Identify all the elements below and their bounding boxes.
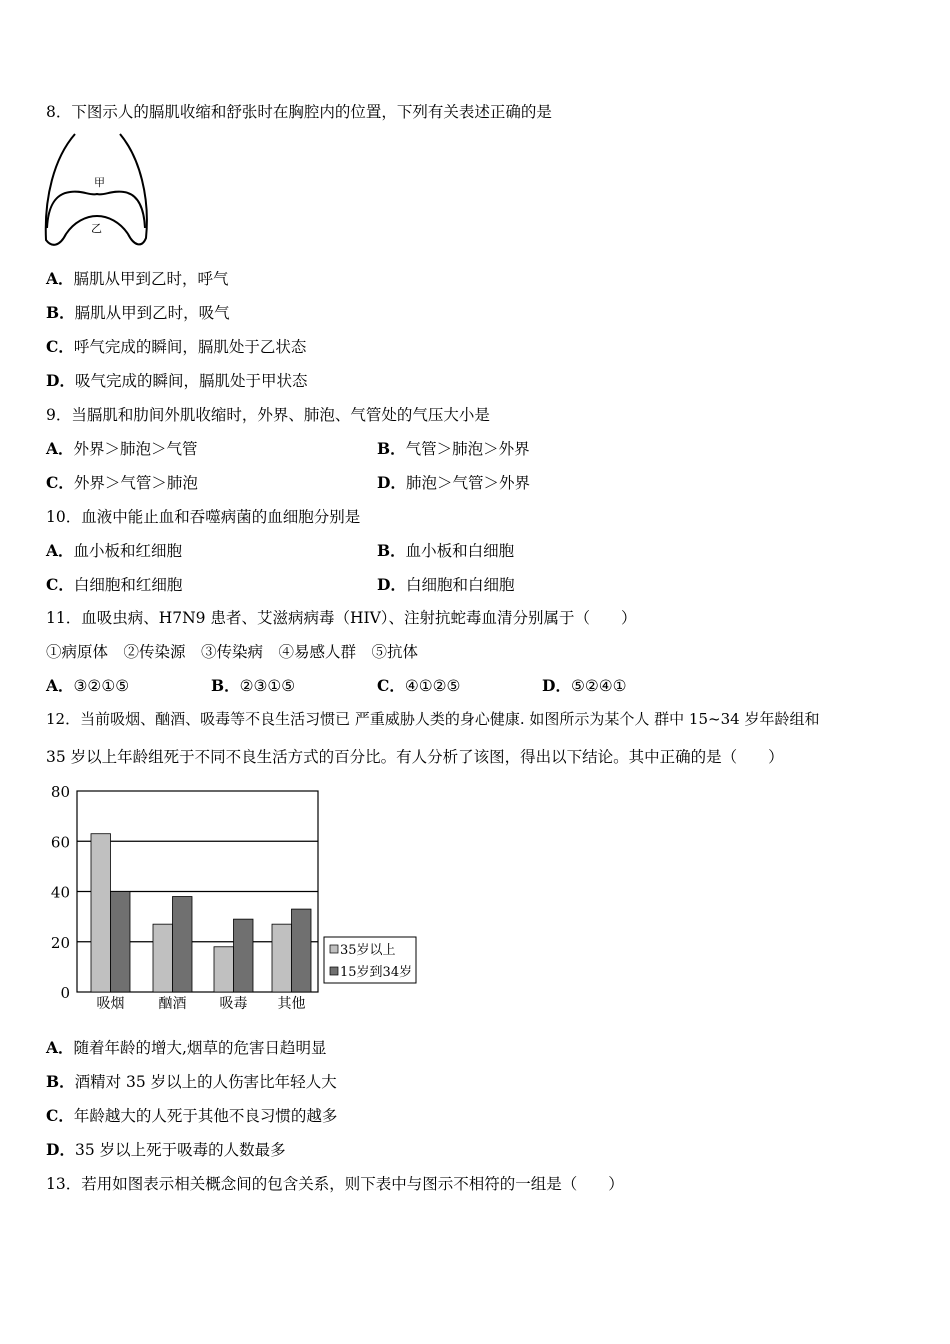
y-axis-ticks — [51, 783, 70, 1002]
bar-15-34-3 — [292, 909, 312, 992]
chart-bars — [91, 834, 311, 992]
bar-15-34-0 — [111, 892, 131, 993]
label-jia: 甲 — [94, 176, 105, 189]
label-yi: 乙 — [91, 222, 102, 235]
q11-choices: ①病原体 ②传染源 ③传染病 ④易感人群 ⑤抗体 — [46, 643, 419, 661]
y-tick-label: 40 — [50, 883, 70, 902]
q12-option-d[interactable]: D．35 岁以上死于吸毒的人数最多 — [46, 1140, 286, 1159]
q12-option-c[interactable]: C．年龄越大的人死于其他不良习惯的越多 — [46, 1106, 338, 1125]
x-tick-label: 酗酒 — [158, 996, 187, 1012]
y-tick-label: 60 — [50, 833, 70, 852]
q12-stem-line1: 12．当前吸烟、酗酒、吸毒等不良生活习惯已 严重威胁人类的身心健康. 如图所示为某个人 群中 15~34 岁年龄组和 — [46, 710, 820, 728]
q12-stem-line2: 35 岁以上年龄组死于不同不良生活方式的百分比。有人分析了该图，得出以下结论。其中正确的是（ ） — [46, 748, 784, 766]
q9-stem: 9．当膈肌和肋间外肌收缩时，外界、肺泡、气管处的气压大小是 — [46, 406, 490, 424]
q11-option-d[interactable]: D．⑤②④① — [542, 676, 627, 695]
q9-option-c[interactable]: C．外界＞气管＞肺泡 — [46, 473, 198, 492]
y-tick-label: 20 — [50, 933, 70, 952]
q12-option-b[interactable]: B．酒精对 35 岁以上的人伤害比年轻人大 — [46, 1072, 337, 1091]
bar-chart — [40, 780, 430, 1020]
q10-option-c[interactable]: C．白细胞和红细胞 — [46, 575, 183, 594]
y-tick-label: 80 — [50, 783, 70, 801]
q9-option-b[interactable]: B．气管＞肺泡＞外界 — [377, 439, 530, 458]
q11-stem: 11．血吸虫病、H7N9 患者、艾滋病病毒（HIV）、注射抗蛇毒血清分别属于（ ） — [46, 609, 637, 627]
q8-option-a[interactable]: A．膈肌从甲到乙时，呼气 — [46, 269, 229, 288]
legend-swatch — [330, 945, 338, 953]
chart-legend — [324, 937, 416, 983]
q10-option-a[interactable]: A．血小板和红细胞 — [46, 541, 183, 560]
bar-35-plus-0 — [91, 834, 111, 992]
q11-option-a[interactable]: A．③②①⑤ — [46, 676, 130, 695]
q12-option-a[interactable]: A．随着年龄的增大,烟草的危害日趋明显 — [46, 1038, 327, 1057]
q8-option-d[interactable]: D．吸气完成的瞬间，膈肌处于甲状态 — [46, 371, 308, 390]
x-axis-ticks — [97, 995, 306, 1012]
q8-stem: 8．下图示人的膈肌收缩和舒张时在胸腔内的位置，下列有关表述正确的是 — [46, 103, 552, 121]
bar-15-34-2 — [234, 919, 254, 992]
x-tick-label: 其他 — [277, 996, 306, 1012]
bar-15-34-1 — [173, 897, 193, 992]
q8-option-c[interactable]: C．呼气完成的瞬间，膈肌处于乙状态 — [46, 337, 307, 356]
x-tick-label: 吸烟 — [96, 996, 125, 1012]
q11-option-b[interactable]: B．②③①⑤ — [211, 676, 296, 695]
bar-35-plus-2 — [214, 947, 234, 992]
q9-option-d[interactable]: D．肺泡＞气管＞外界 — [377, 473, 530, 492]
legend-label: 35岁以上 — [340, 943, 396, 958]
x-tick-label: 吸毒 — [219, 996, 248, 1012]
q10-stem: 10．血液中能止血和吞噬病菌的血细胞分别是 — [46, 508, 361, 526]
y-tick-label: 0 — [60, 984, 70, 1002]
bar-35-plus-3 — [272, 924, 292, 992]
q10-option-b[interactable]: B．血小板和白细胞 — [377, 541, 515, 560]
q9-option-a[interactable]: A．外界＞肺泡＞气管 — [46, 439, 198, 458]
q10-option-d[interactable]: D．白细胞和白细胞 — [377, 575, 515, 594]
q13-stem: 13．若用如图表示相关概念间的包含关系，则下表中与图示不相符的一组是（ ） — [46, 1175, 624, 1193]
bar-35-plus-1 — [153, 924, 173, 992]
legend-swatch — [330, 967, 338, 975]
q8-option-b[interactable]: B．膈肌从甲到乙时，吸气 — [46, 303, 230, 322]
q11-option-c[interactable]: C．④①②⑤ — [377, 676, 461, 695]
legend-label: 15岁到34岁 — [340, 965, 413, 980]
diaphragm-diagram — [42, 128, 152, 250]
